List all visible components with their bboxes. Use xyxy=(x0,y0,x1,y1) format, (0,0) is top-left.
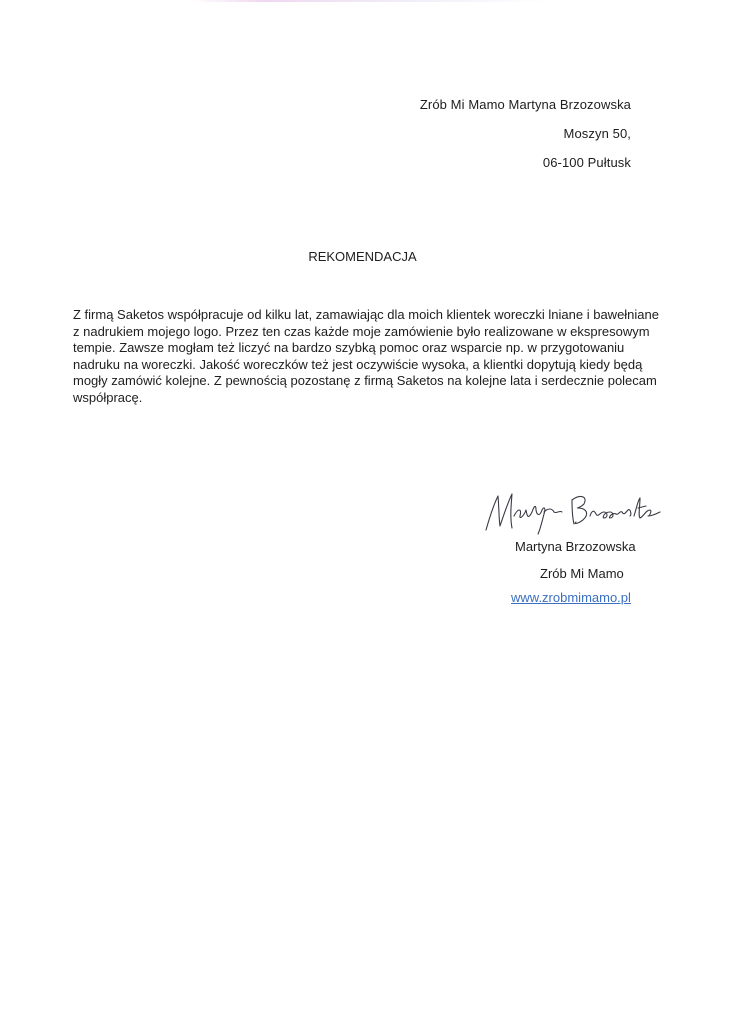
recommendation-body xyxy=(73,307,683,406)
body-line: mogły zamówić kolejne. Z pewnością pozostanę z firmą Saketos na kolejne lata i serdecznie polecam xyxy=(73,373,657,388)
sender-address-block xyxy=(420,90,631,177)
signatory-company: Zrób Mi Mamo xyxy=(540,566,624,581)
sender-street: Moszyn 50, xyxy=(563,126,631,141)
document-title: REKOMENDACJA xyxy=(308,249,417,264)
signatory-name: Martyna Brzozowska xyxy=(515,539,636,554)
signature-block xyxy=(480,486,700,616)
sender-name: Zrób Mi Mamo Martyna Brzozowska xyxy=(419,97,631,112)
body-line: tempie. Zawsze mogłam też liczyć na bardzo szybką pomoc oraz wsparcie np. w przygotowaniu xyxy=(73,340,625,355)
body-line: współpracę. xyxy=(73,389,143,405)
body-line: nadruku na woreczki. Jakość woreczków też jest oczywiście wysoka, a klientki dopytują kiedy będą xyxy=(73,356,643,372)
website-link[interactable]: www.zrobmimamo.pl xyxy=(511,590,631,605)
body-line: z nadrukiem mojego logo. Przez ten czas każde moje zamówienie było realizowane w ekspresowym xyxy=(73,323,650,339)
document-title-wrapper xyxy=(0,249,745,264)
body-line: Z firmą Saketos współpracuje od kilku lat, zamawiając dla moich klientek woreczki lniane i bawełniane xyxy=(73,307,659,322)
handwritten-signature xyxy=(480,486,680,536)
scan-edge-artifact xyxy=(190,0,550,2)
sender-postal-city: 06-100 Pułtusk xyxy=(542,155,631,170)
